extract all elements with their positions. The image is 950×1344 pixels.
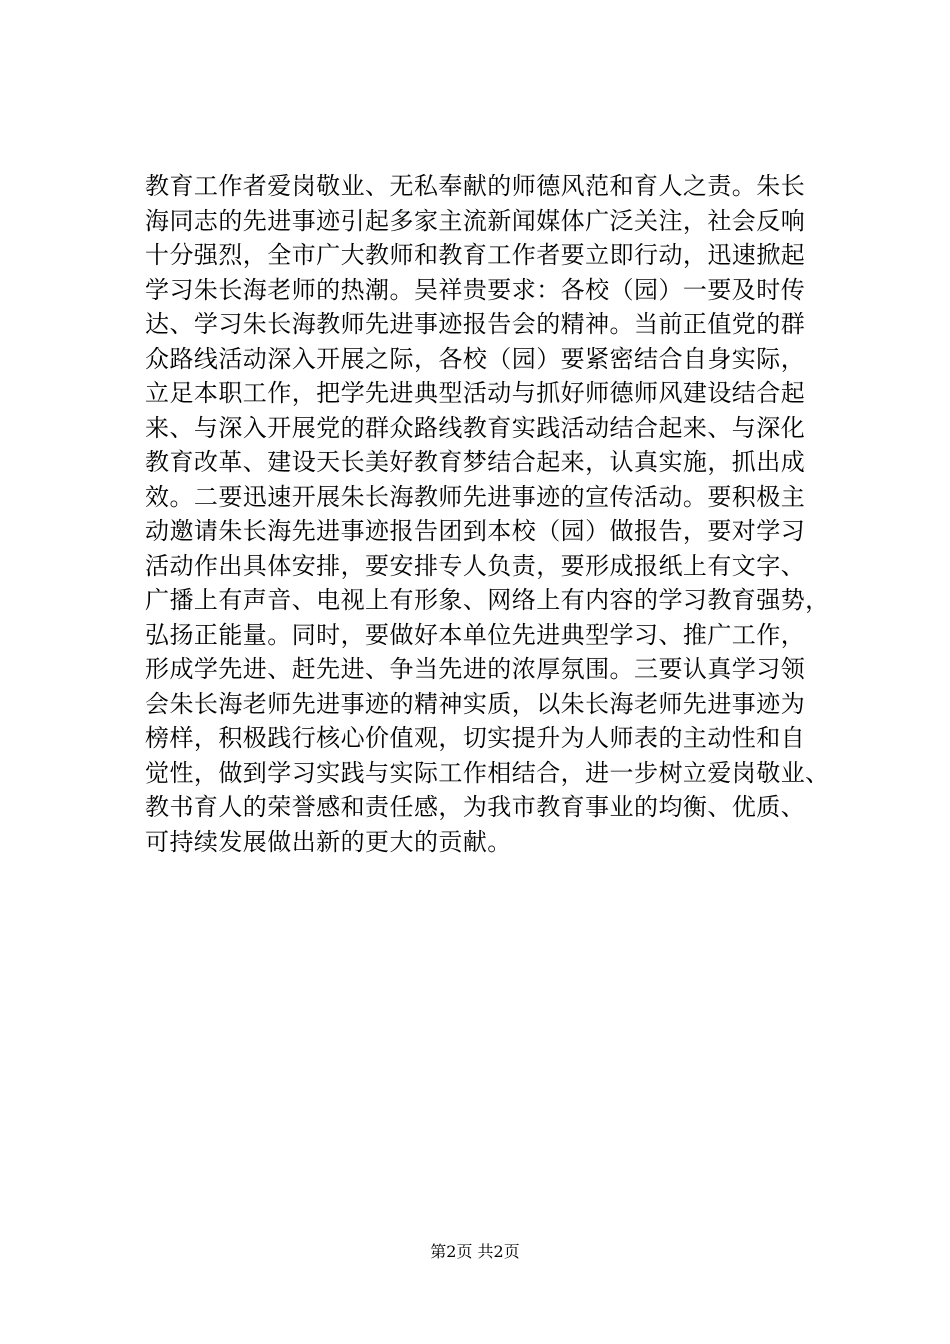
text-line: 教育工作者爱岗敬业、无私奉献的师德风范和育人之责。朱长 [145, 172, 806, 200]
text-line: 可持续发展做出新的更大的贡献。 [145, 827, 512, 856]
text-line: 形成学先进、赶先进、争当先进的浓厚氛围。三要认真学习领 [145, 655, 806, 683]
text-line: 来、与深入开展党的群众路线教育实践活动结合起来、与深化 [145, 413, 806, 442]
text-line: 会朱长海老师先进事迹的精神实质，以朱长海老师先进事迹为 [145, 689, 806, 718]
text-line: 动邀请朱长海先进事迹报告团到本校（园）做报告，要对学习 [145, 517, 806, 545]
text-line: 效。二要迅速开展朱长海教师先进事迹的宣传活动。要积极主 [145, 482, 806, 511]
text-line: 教书育人的荣誉感和责任感，为我市教育事业的均衡、优质、 [145, 793, 806, 821]
text-line: 达、学习朱长海教师先进事迹报告会的精神。当前正值党的群 [145, 310, 806, 338]
text-line: 十分强烈，全市广大教师和教育工作者要立即行动，迅速掀起 [145, 241, 806, 269]
page-footer: 第2页 共2页 [430, 1242, 520, 1261]
text-line: 海同志的先进事迹引起多家主流新闻媒体广泛关注，社会反响 [145, 206, 806, 235]
text-line: 立足本职工作，把学先进典型活动与抓好师德师风建设结合起 [145, 379, 806, 407]
text-line: 广播上有声音、电视上有形象、网络上有内容的学习教育强势， [145, 586, 830, 614]
text-line: 榜样，积极践行核心价值观，切实提升为人师表的主动性和自 [145, 724, 806, 752]
text-line: 学习朱长海老师的热潮。吴祥贵要求：各校（园）一要及时传 [145, 275, 806, 304]
body-paragraph [145, 169, 865, 859]
text-line: 教育改革、建设天长美好教育梦结合起来，认真实施，抓出成 [145, 448, 806, 476]
text-line: 活动作出具体安排，要安排专人负责，要形成报纸上有文字、 [145, 551, 806, 580]
text-line: 弘扬正能量。同时，要做好本单位先进典型学习、推广工作， [145, 620, 806, 649]
text-line: 觉性，做到学习实践与实际工作相结合，进一步树立爱岗敬业、 [145, 758, 830, 787]
text-line: 众路线活动深入开展之际，各校（园）要紧密结合自身实际， [145, 344, 806, 373]
